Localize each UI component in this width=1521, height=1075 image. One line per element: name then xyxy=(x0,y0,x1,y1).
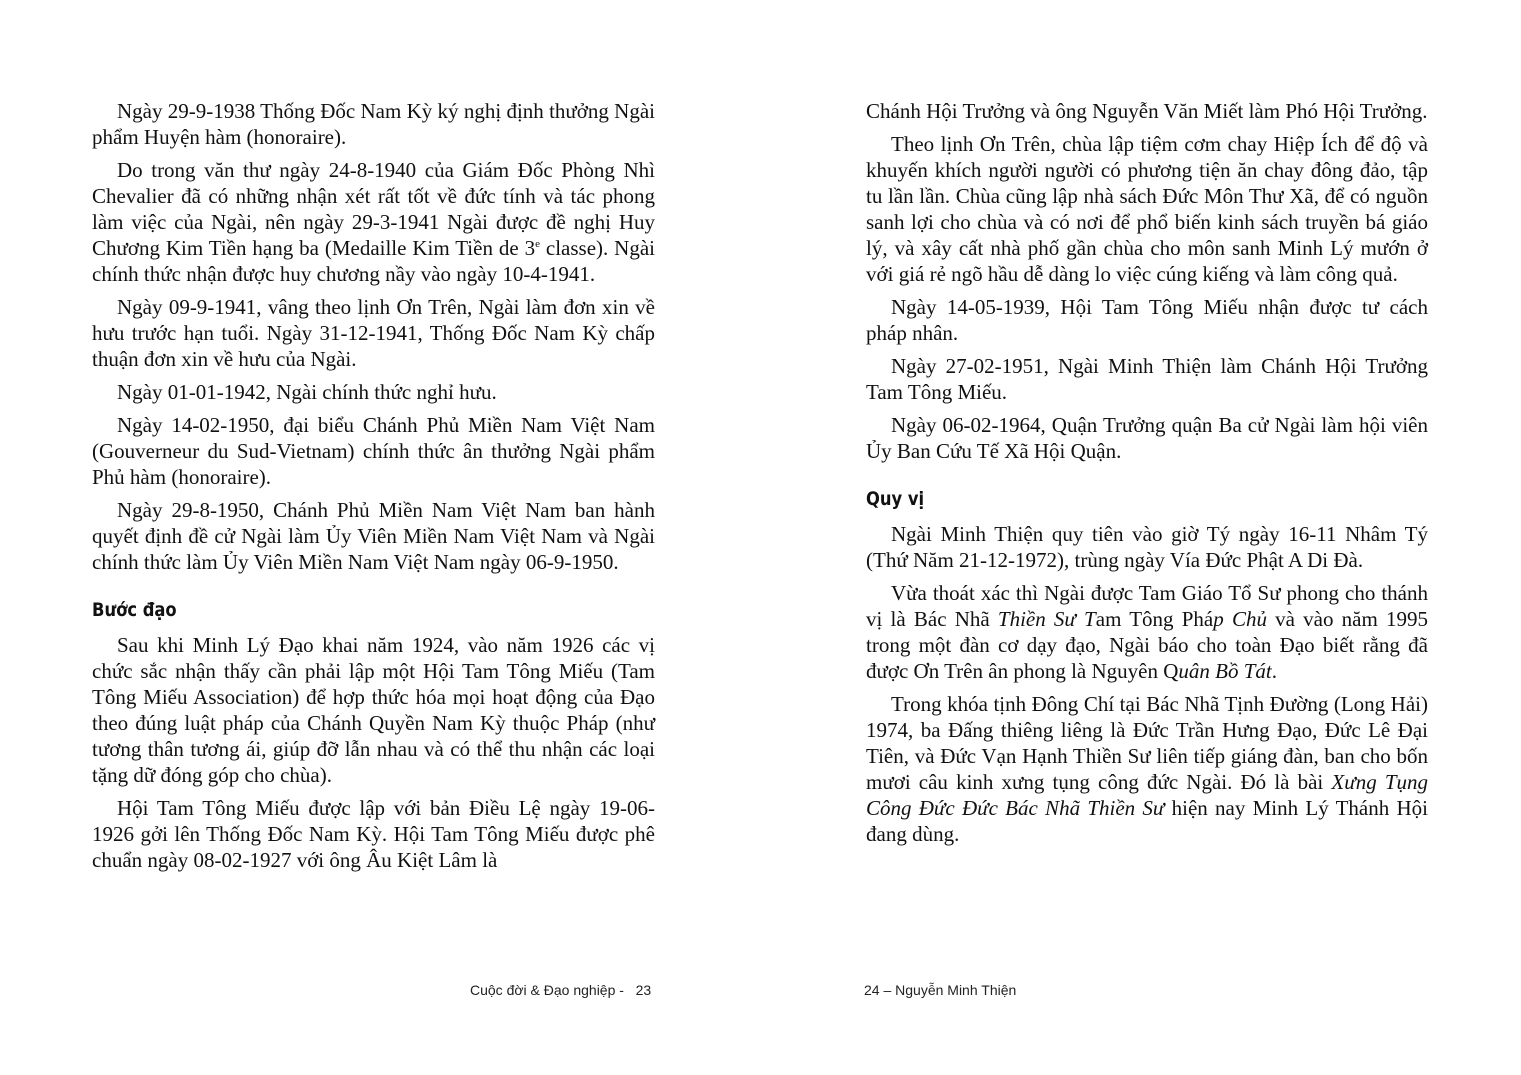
right-page xyxy=(866,98,1428,854)
paragraph: Ngày 09-9-1941, vâng theo lịnh Ơn Trên, Ngài làm đơn xin về hưu trước hạn tuổi. Ngày 31-12-1941, Thống Đốc Nam Kỳ chấp thuận đơn xin về hưu của Ngài. xyxy=(92,295,655,371)
text-run: Do trong văn thư ngày 24-8-1940 của Giám Đốc Phòng Nhì Chevalier đã có những nhận xét rất tốt về đức tính và tác phong làm việc của Ngài, nên ngày 29-3-1941 Ngài được đề nghị Huy Chương Kim Tiền hạng ba (Medaille Kim Tiền de 3 xyxy=(92,158,655,260)
text-run: classe). Ngài chính thức nhận được huy chương nầy vào ngày 10-4-1941. xyxy=(92,236,655,286)
page-footer-left: Cuộc đời & Đạo nghiệp - 23 xyxy=(470,982,652,998)
paragraph: Ngày 29-8-1950, Chánh Phủ Miền Nam Việt Nam ban hành quyết định đề cử Ngài làm Ủy Viên Miền Nam Việt Nam và Ngài chính thức làm Ủy Viên Miền Nam Việt Nam ngày 06-9-1950. xyxy=(92,498,655,574)
paragraph xyxy=(92,157,655,287)
superscript: e xyxy=(535,238,540,250)
text-run: Trong khóa tịnh Đông Chí tại Bác Nhã Tịnh Đường (Long Hải) 1974, ba Đấng thiêng liêng là Đức Trần Hưng Đạo, Đức Lê Đại Tiên, và Đức Vạn Hạnh Thiền Sư liên tiếp giáng đàn, ban cho bốn mươi câu kinh xưng tụng công đức Ngài. Đó là bài xyxy=(866,692,1428,794)
paragraph: Chánh Hội Trưởng và ông Nguyễn Văn Miết làm Phó Hội Trưởng. xyxy=(866,99,1428,123)
paragraph: Ngày 29-9-1938 Thống Đốc Nam Kỳ ký nghị định thưởng Ngài phẩm Huyện hàm (honoraire). xyxy=(92,99,655,149)
italic-text: Xưng Tụng Công Đức Đức Bác Nhã Thiền Sư xyxy=(866,770,1429,820)
text-run: và vào năm 1995 trong một đàn cơ dạy đạo, Ngài báo cho toàn Đạo biết rằng đã được Ơn Trên ân phong là Nguyên Q xyxy=(866,607,1429,683)
paragraph xyxy=(866,580,1428,684)
text-run: am Tông Phá xyxy=(1095,607,1214,631)
paragraph: Ngài Minh Thiện quy tiên vào giờ Tý ngày 16-11 Nhâm Tý (Thứ Năm 21-12-1972), trùng ngày Vía Đức Phật A Di Đà. xyxy=(866,522,1428,572)
text-run: hiện nay Minh Lý Thánh Hội đang dùng. xyxy=(866,796,1428,846)
paragraph: Sau khi Minh Lý Đạo khai năm 1924, vào năm 1926 các vị chức sắc nhận thấy cần phải lập một Hội Tam Tông Miếu (Tam Tông Miếu Association) để hợp thức hóa mọi hoạt động của Đạo theo đúng luật pháp của Chánh Quyền Nam Kỳ thuộc Pháp (như tương thân tương ái, giúp đỡ lẫn nhau và có thể thu nhận các loại tặng dữ đóng góp cho chùa). xyxy=(92,633,655,787)
section-heading: Bước đạo xyxy=(92,599,177,621)
paragraph: Ngày 14-02-1950, đại biểu Chánh Phủ Miền Nam Việt Nam (Gouverneur du Sud-Vietnam) chính thức ân thưởng Ngài phẩm Phủ hàm (honoraire). xyxy=(92,413,655,489)
paragraph: Theo lịnh Ơn Trên, chùa lập tiệm cơm chay Hiệp Ích để độ và khuyến khích người người có phương tiện ăn chay đông đảo, tập tu lần lần. Chùa cũng lập nhà sách Đức Môn Thư Xã, để có nguồn sanh lợi cho chùa và có nơi để phổ biến kinh sách truyền bá giáo lý, và xây cất nhà phố gần chùa cho môn sanh Minh Lý mướn ở với giá rẻ ngõ hầu dễ dàng lo việc cúng kiếng và làm công quả. xyxy=(866,132,1428,286)
italic-text: p Chủ xyxy=(1213,607,1267,631)
paragraph: Ngày 14-05-1939, Hội Tam Tông Miếu nhận được tư cách pháp nhân. xyxy=(866,295,1428,345)
page-footer-right: 24 – Nguyễn Minh Thiện xyxy=(864,982,1017,998)
text-run: . xyxy=(1271,659,1277,683)
paragraph: Ngày 27-02-1951, Ngài Minh Thiện làm Chánh Hội Trưởng Tam Tông Miếu. xyxy=(866,354,1428,404)
paragraph xyxy=(866,691,1428,847)
left-page xyxy=(92,98,655,880)
paragraph: Ngày 01-01-1942, Ngài chính thức nghỉ hưu. xyxy=(117,380,497,404)
paragraph: Hội Tam Tông Miếu được lập với bản Điều Lệ ngày 19-06-1926 gởi lên Thống Đốc Nam Kỳ. Hội Tam Tông Miếu được phê chuẩn ngày 08-02-1927 với ông Âu Kiệt Lâm là xyxy=(92,796,655,872)
text-run: Vừa thoát xác thì Ngài được Tam Giáo Tổ Sư phong cho thánh vị là Bác Nhã xyxy=(866,581,1428,631)
italic-text: uân Bồ Tát xyxy=(1178,659,1272,683)
italic-text: Thiền Sư T xyxy=(997,607,1096,631)
paragraph: Ngày 06-02-1964, Quận Trưởng quận Ba cử Ngài làm hội viên Ủy Ban Cứu Tế Xã Hội Quận. xyxy=(866,413,1428,463)
section-heading: Quy vị xyxy=(866,488,925,510)
